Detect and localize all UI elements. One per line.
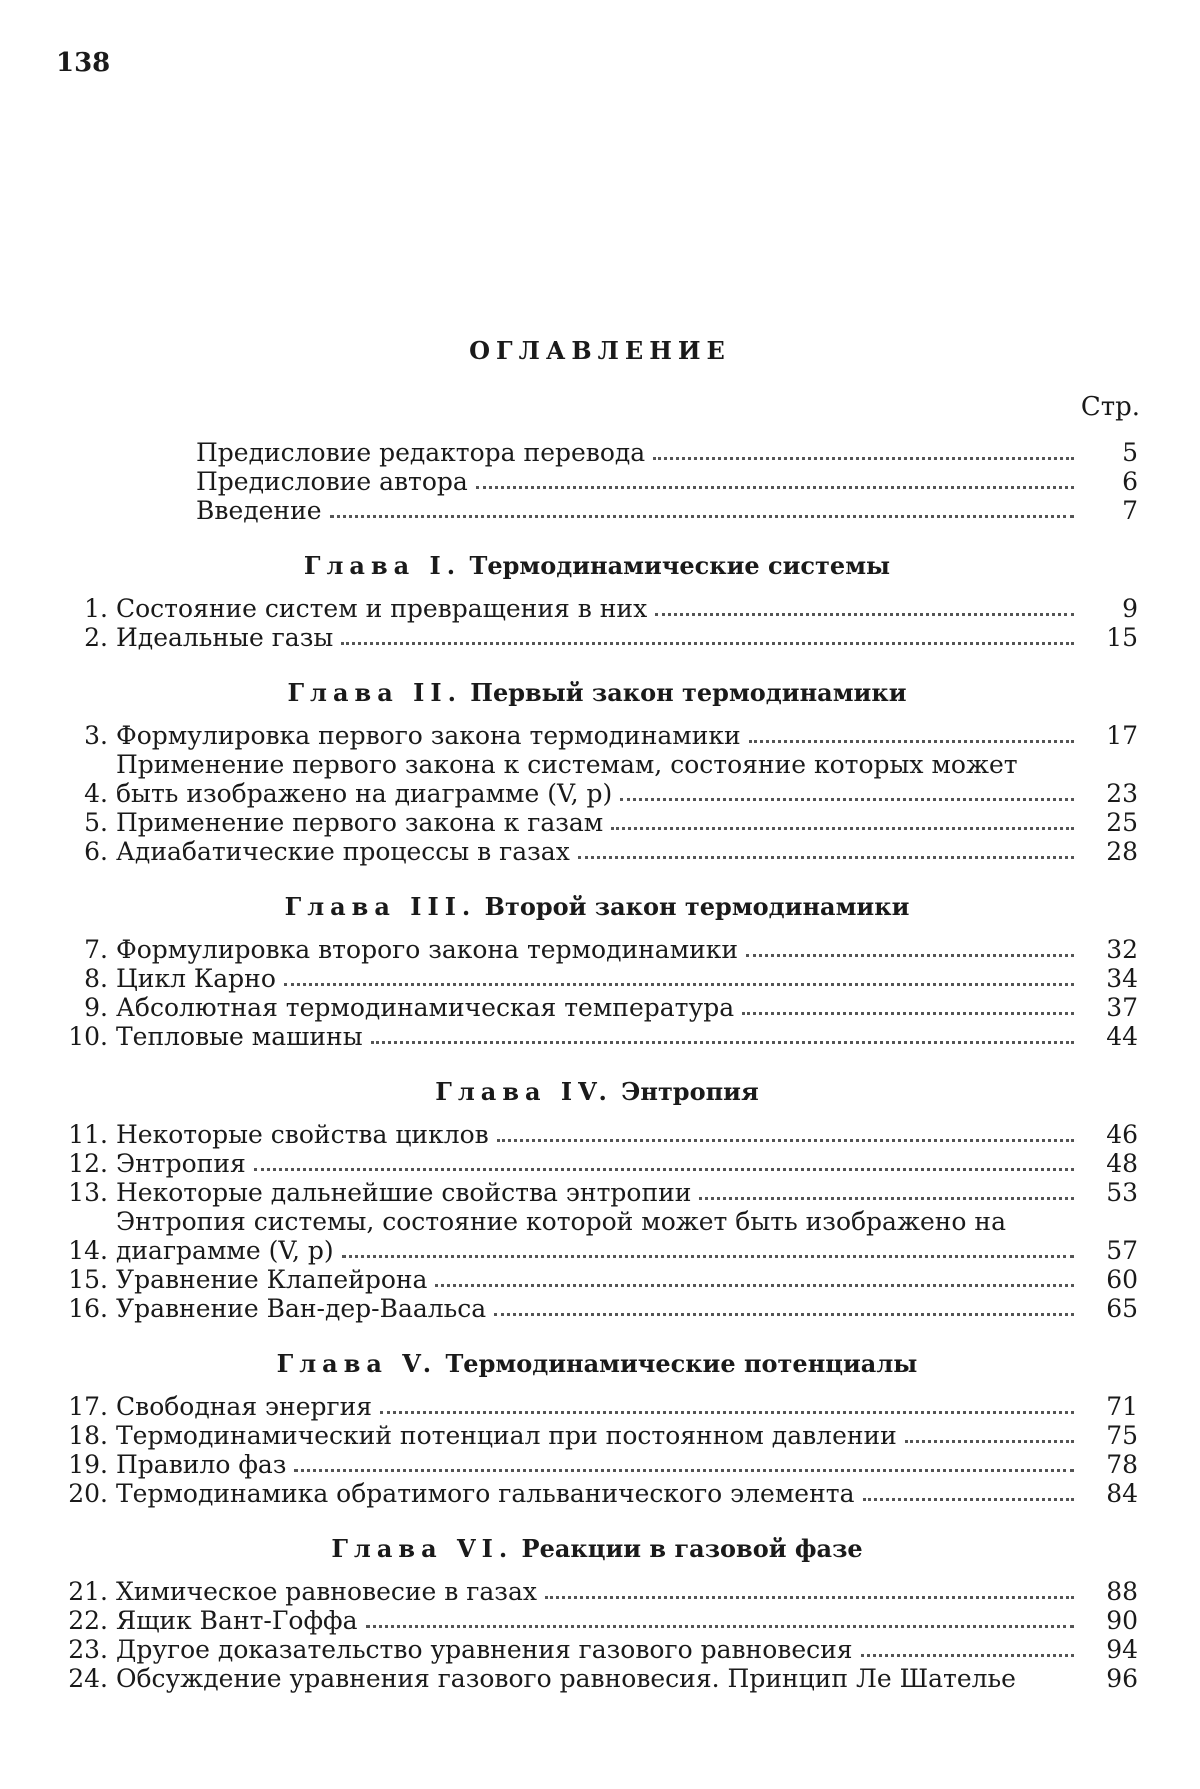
entry-title: Предисловие автора <box>196 467 468 496</box>
entry-body <box>116 1294 1082 1323</box>
entry-body <box>116 1577 1082 1606</box>
entry-title-row <box>116 721 1082 750</box>
dot-leader <box>435 1284 1074 1287</box>
entry-title-row <box>116 623 1082 652</box>
entry-title: быть изображено на диаграмме (V, p) <box>116 779 613 808</box>
entry-body <box>116 594 1082 623</box>
dot-leader <box>476 486 1074 489</box>
entry-title: Химическое равновесие в газах <box>116 1577 537 1606</box>
entry-page: 25 <box>1106 808 1138 837</box>
dot-leader <box>342 1255 1074 1258</box>
entry-number: 17. <box>68 1392 108 1421</box>
entry-page: 37 <box>1106 993 1138 1022</box>
entry-page: 94 <box>1106 1635 1138 1664</box>
toc-entry[interactable] <box>56 1606 1138 1635</box>
chapter-label: Глава VI. <box>331 1534 514 1563</box>
entry-body <box>116 1450 1082 1479</box>
entry-title-row <box>196 496 1082 525</box>
entry-page: 57 <box>1106 1236 1138 1265</box>
entry-page: 7 <box>1122 496 1138 525</box>
dot-leader <box>653 457 1074 460</box>
entry-number: 2. <box>84 623 108 652</box>
entry-number: 15. <box>68 1265 108 1294</box>
entry-title-row <box>116 1120 1082 1149</box>
chapter-title: Энтропия <box>621 1077 759 1106</box>
entry-number: 22. <box>68 1606 108 1635</box>
entry-number: 23. <box>68 1635 108 1664</box>
entry-title: Уравнение Клапейрона <box>116 1265 428 1294</box>
entry-title-row <box>196 467 1082 496</box>
toc-entry[interactable] <box>56 935 1138 964</box>
toc-entry[interactable] <box>56 1294 1138 1323</box>
entry-title: Тепловые машины <box>116 1022 363 1051</box>
entry-page: 78 <box>1106 1450 1138 1479</box>
entry-page: 6 <box>1122 467 1138 496</box>
dot-leader <box>341 642 1074 645</box>
chapter-title: Термодинамические потенциалы <box>445 1349 918 1378</box>
entry-page: 84 <box>1106 1479 1138 1508</box>
entry-title: Термодинамика обратимого гальванического элемента <box>116 1479 855 1508</box>
chapter-title: Первый закон термодинамики <box>470 678 907 707</box>
entry-number: 21. <box>68 1577 108 1606</box>
entry-page: 44 <box>1106 1022 1138 1051</box>
toc-entry[interactable] <box>56 837 1138 866</box>
entry-page: 96 <box>1106 1664 1138 1693</box>
chapter-heading <box>56 678 1138 707</box>
entry-body <box>116 1392 1082 1421</box>
toc-entry[interactable] <box>56 1577 1138 1606</box>
entry-title: Адиабатические процессы в газах <box>116 837 570 866</box>
chapter-heading <box>56 1077 1138 1106</box>
entry-title-row <box>116 1265 1082 1294</box>
entry-title-line: Применение первого закона к системам, состояние которых может <box>116 750 1018 779</box>
dot-leader <box>371 1041 1074 1044</box>
entry-number: 7. <box>84 935 108 964</box>
entry-title-line: Энтропия системы, состояние которой может быть изображено на <box>116 1207 1006 1236</box>
entry-page: 60 <box>1106 1265 1138 1294</box>
table-of-contents <box>56 438 1138 1693</box>
toc-entry[interactable] <box>56 1392 1138 1421</box>
chapter-heading <box>56 1349 1138 1378</box>
dot-leader <box>742 1012 1074 1015</box>
chapter-heading <box>56 892 1138 921</box>
dot-leader <box>578 856 1074 859</box>
entry-body <box>116 1635 1082 1664</box>
entry-number: 3. <box>84 721 108 750</box>
dot-leader <box>494 1313 1074 1316</box>
entry-number: 11. <box>68 1120 108 1149</box>
chapter-label: Глава V. <box>276 1349 438 1378</box>
entry-number: 13. <box>68 1178 108 1207</box>
entry-number: 1. <box>84 594 108 623</box>
entry-body <box>116 1479 1082 1508</box>
entry-page: 75 <box>1106 1421 1138 1450</box>
entry-body <box>116 837 1082 866</box>
toc-entry[interactable] <box>56 1265 1138 1294</box>
toc-entry[interactable] <box>56 1664 1138 1693</box>
entry-page: 34 <box>1106 964 1138 993</box>
entry-title: Состояние систем и превращения в них <box>116 594 648 623</box>
chapter-heading <box>56 1534 1138 1563</box>
entry-title-row <box>116 993 1082 1022</box>
entry-title: Формулировка второго закона термодинамики <box>116 935 739 964</box>
entry-title: Цикл Карно <box>116 964 276 993</box>
entry-body <box>116 1606 1082 1635</box>
toc-entry[interactable] <box>56 623 1138 652</box>
entry-number: 19. <box>68 1450 108 1479</box>
toc-entry[interactable] <box>56 750 1138 808</box>
entry-title-row <box>116 1178 1082 1207</box>
chapter-heading <box>56 551 1138 580</box>
toc-entry[interactable] <box>56 467 1138 496</box>
entry-body <box>196 438 1082 467</box>
entry-title-row <box>116 1236 1082 1265</box>
entry-body <box>116 623 1082 652</box>
entry-page: 65 <box>1106 1294 1138 1323</box>
entry-title: Правило фаз <box>116 1450 287 1479</box>
entry-number: 6. <box>84 837 108 866</box>
entry-body <box>116 1120 1082 1149</box>
toc-entry[interactable] <box>56 496 1138 525</box>
entry-title: Обсуждение уравнения газового равновесия. Принцип Ле Шателье <box>116 1664 1016 1693</box>
entry-page: 23 <box>1106 779 1138 808</box>
dot-leader <box>254 1168 1074 1171</box>
entry-number: 10. <box>68 1022 108 1051</box>
entry-page: 53 <box>1106 1178 1138 1207</box>
entry-title-row <box>116 1294 1082 1323</box>
entry-body <box>196 496 1082 525</box>
entry-page: 88 <box>1106 1577 1138 1606</box>
entry-title-row <box>116 1392 1082 1421</box>
entry-title: Применение первого закона к газам <box>116 808 604 837</box>
entry-title-row <box>116 594 1082 623</box>
entry-title: диаграмме (V, p) <box>116 1236 334 1265</box>
entry-title: Некоторые дальнейшие свойства энтропии <box>116 1178 692 1207</box>
entry-body <box>116 1664 1082 1693</box>
entry-page: 9 <box>1122 594 1138 623</box>
entry-title: Некоторые свойства циклов <box>116 1120 489 1149</box>
entry-body <box>116 750 1082 808</box>
entry-title-row <box>116 1664 1082 1693</box>
dot-leader <box>699 1197 1074 1200</box>
entry-number: 12. <box>68 1149 108 1178</box>
dot-leader <box>749 740 1074 743</box>
entry-title: Другое доказательство уравнения газового равновесия <box>116 1635 853 1664</box>
entry-number: 5. <box>84 808 108 837</box>
entry-title-row <box>116 1606 1082 1635</box>
toc-entry[interactable] <box>56 1178 1138 1207</box>
chapter-title: Реакции в газовой фазе <box>521 1534 863 1563</box>
entry-title-row <box>116 964 1082 993</box>
entry-body <box>116 935 1082 964</box>
chapter-title: Второй закон термодинамики <box>484 892 910 921</box>
entry-number: 16. <box>68 1294 108 1323</box>
entry-number: 24. <box>68 1664 108 1693</box>
entry-title: Абсолютная термодинамическая температура <box>116 993 735 1022</box>
entry-page: 48 <box>1106 1149 1138 1178</box>
dot-leader <box>620 798 1074 801</box>
toc-entry[interactable] <box>56 1635 1138 1664</box>
entry-title: Идеальные газы <box>116 623 334 652</box>
entry-body <box>116 1022 1082 1051</box>
dot-leader <box>380 1411 1074 1414</box>
toc-entry[interactable] <box>56 1421 1138 1450</box>
toc-entry[interactable] <box>56 993 1138 1022</box>
toc-entry[interactable] <box>56 1450 1138 1479</box>
dot-leader <box>863 1498 1075 1501</box>
dot-leader <box>366 1625 1074 1628</box>
entry-number: 14. <box>68 1236 108 1265</box>
entry-body <box>116 721 1082 750</box>
dot-leader <box>294 1469 1074 1472</box>
entry-page: 5 <box>1122 438 1138 467</box>
entry-title: Энтропия <box>116 1149 246 1178</box>
entry-body <box>116 993 1082 1022</box>
entry-title-row <box>116 1450 1082 1479</box>
entry-title-row <box>116 1421 1082 1450</box>
entry-title-row <box>116 837 1082 866</box>
chapter-label: Глава I. <box>303 551 462 580</box>
entry-page: 17 <box>1106 721 1138 750</box>
toc-entry[interactable] <box>56 721 1138 750</box>
dot-leader <box>861 1654 1074 1657</box>
dot-leader <box>545 1596 1074 1599</box>
dot-leader <box>905 1440 1074 1443</box>
entry-page: 28 <box>1106 837 1138 866</box>
dot-leader <box>655 613 1074 616</box>
chapter-label: Глава III. <box>284 892 477 921</box>
toc-entry[interactable] <box>56 1479 1138 1508</box>
entry-title-row <box>116 779 1082 808</box>
entry-title-row <box>116 1149 1082 1178</box>
toc-entry[interactable] <box>56 964 1138 993</box>
entry-title-row <box>116 1635 1082 1664</box>
entry-body <box>116 1149 1082 1178</box>
entry-page: 46 <box>1106 1120 1138 1149</box>
entry-title: Формулировка первого закона термодинамики <box>116 721 741 750</box>
entry-title: Введение <box>196 496 322 525</box>
page-column-header: Стр. <box>1080 392 1140 422</box>
entry-body <box>116 1265 1082 1294</box>
entry-page: 90 <box>1106 1606 1138 1635</box>
toc-entry[interactable] <box>56 594 1138 623</box>
chapter-label: Глава IV. <box>435 1077 613 1106</box>
page-number: 138 <box>56 48 111 78</box>
entry-body <box>196 467 1082 496</box>
toc-entry[interactable] <box>56 1149 1138 1178</box>
chapter-label: Глава II. <box>287 678 462 707</box>
entry-number: 8. <box>84 964 108 993</box>
entry-body <box>116 1421 1082 1450</box>
entry-title-row <box>116 935 1082 964</box>
entry-page: 15 <box>1106 623 1138 652</box>
entry-body <box>116 808 1082 837</box>
dot-leader <box>497 1139 1074 1142</box>
toc-entry[interactable] <box>56 438 1138 467</box>
entry-title-row <box>196 438 1082 467</box>
entry-number: 9. <box>84 993 108 1022</box>
entry-page: 71 <box>1106 1392 1138 1421</box>
entry-number: 4. <box>84 779 108 808</box>
entry-body <box>116 1207 1082 1265</box>
toc-entry[interactable] <box>56 1022 1138 1051</box>
chapter-title: Термодинамические системы <box>469 551 891 580</box>
toc-entry[interactable] <box>56 1120 1138 1149</box>
entry-body <box>116 1178 1082 1207</box>
entry-title: Предисловие редактора перевода <box>196 438 646 467</box>
entry-title-row <box>116 1577 1082 1606</box>
dot-leader <box>611 827 1074 830</box>
entry-title-row <box>116 1022 1082 1051</box>
entry-title: Уравнение Ван-дер-Ваальса <box>116 1294 487 1323</box>
toc-entry[interactable] <box>56 808 1138 837</box>
entry-body <box>116 964 1082 993</box>
entry-number: 20. <box>68 1479 108 1508</box>
entry-title: Свободная энергия <box>116 1392 373 1421</box>
entry-title: Ящик Вант-Гоффа <box>116 1606 358 1635</box>
entry-page: 32 <box>1106 935 1138 964</box>
dot-leader <box>746 954 1074 957</box>
entry-title: Термодинамический потенциал при постоянном давлении <box>116 1421 897 1450</box>
toc-entry[interactable] <box>56 1207 1138 1265</box>
entry-title-row <box>116 1479 1082 1508</box>
page-title: ОГЛАВЛЕНИЕ <box>469 336 731 365</box>
entry-title-row <box>116 808 1082 837</box>
entry-number: 18. <box>68 1421 108 1450</box>
dot-leader <box>284 983 1074 986</box>
dot-leader <box>330 515 1074 518</box>
